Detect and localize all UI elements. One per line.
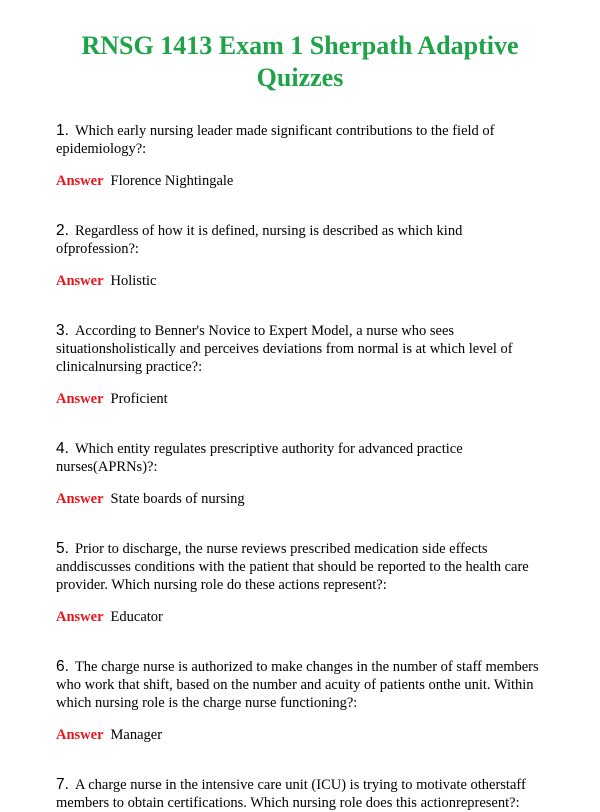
- question-item: [56, 122, 544, 190]
- question-body: Regardless of how it is defined, nursing is described as which kind ofprofession?:: [56, 223, 463, 257]
- answer-row: [56, 390, 544, 408]
- answer-text: Manager: [110, 727, 163, 743]
- question-item: [56, 222, 544, 290]
- question-body: Which entity regulates prescriptive authority for advanced practice nurses(APRNs)?:: [56, 441, 463, 475]
- question-body: According to Benner's Novice to Expert Model, a nurse who sees situationsholistically and perceives deviations from normal is at which level of clinicalnursing practice?:: [56, 323, 513, 375]
- question-number: 7.: [56, 776, 69, 793]
- answer-label: Answer: [56, 727, 104, 743]
- answer-row: [56, 490, 544, 508]
- question-body: Which early nursing leader made significant contributions to the field of epidemiology?:: [56, 123, 495, 157]
- answer-row: [56, 726, 544, 744]
- question-body: Prior to discharge, the nurse reviews prescribed medication side effects anddiscusses conditions with the patient that should be reported to the health care provider. Which nursing role do these actions represent?:: [56, 541, 529, 593]
- question-text: [56, 322, 544, 376]
- question-number: 2.: [56, 222, 69, 239]
- question-number: 3.: [56, 322, 69, 339]
- question-number: 4.: [56, 440, 69, 457]
- question-body: The charge nurse is authorized to make changes in the number of staff members who work that shift, based on the number and acuity of patients onthe unit. Within which nursing role is the charge nurse functioning?:: [56, 659, 539, 711]
- answer-text: Proficient: [110, 391, 168, 407]
- question-text: [56, 440, 544, 476]
- question-item: [56, 440, 544, 508]
- question-text: [56, 658, 544, 712]
- page-title: RNSG 1413 Exam 1 Sherpath Adaptive Quizzes: [81, 31, 519, 92]
- question-text: [56, 222, 544, 258]
- answer-row: [56, 608, 544, 626]
- answer-text: Educator: [110, 609, 163, 625]
- question-item: [56, 776, 544, 812]
- answer-label: Answer: [56, 609, 104, 625]
- answer-label: Answer: [56, 173, 104, 189]
- question-item: [56, 658, 544, 744]
- question-text: [56, 122, 544, 158]
- question-body: A charge nurse in the intensive care unit (ICU) is trying to motivate otherstaff members to obtain certifications. Which nursing role does this actionrepresent?:: [56, 777, 526, 811]
- answer-label: Answer: [56, 273, 104, 289]
- answer-label: Answer: [56, 391, 104, 407]
- question-item: [56, 540, 544, 626]
- answer-text: State boards of nursing: [110, 491, 245, 507]
- question-number: 1.: [56, 122, 69, 139]
- answer-row: [56, 272, 544, 290]
- answer-row: [56, 172, 544, 190]
- question-number: 5.: [56, 540, 69, 557]
- answer-text: Holistic: [110, 273, 157, 289]
- question-item: [56, 322, 544, 408]
- answer-label: Answer: [56, 491, 104, 507]
- question-number: 6.: [56, 658, 69, 675]
- question-text: [56, 776, 544, 812]
- answer-text: Florence Nightingale: [110, 173, 234, 189]
- question-text: [56, 540, 544, 594]
